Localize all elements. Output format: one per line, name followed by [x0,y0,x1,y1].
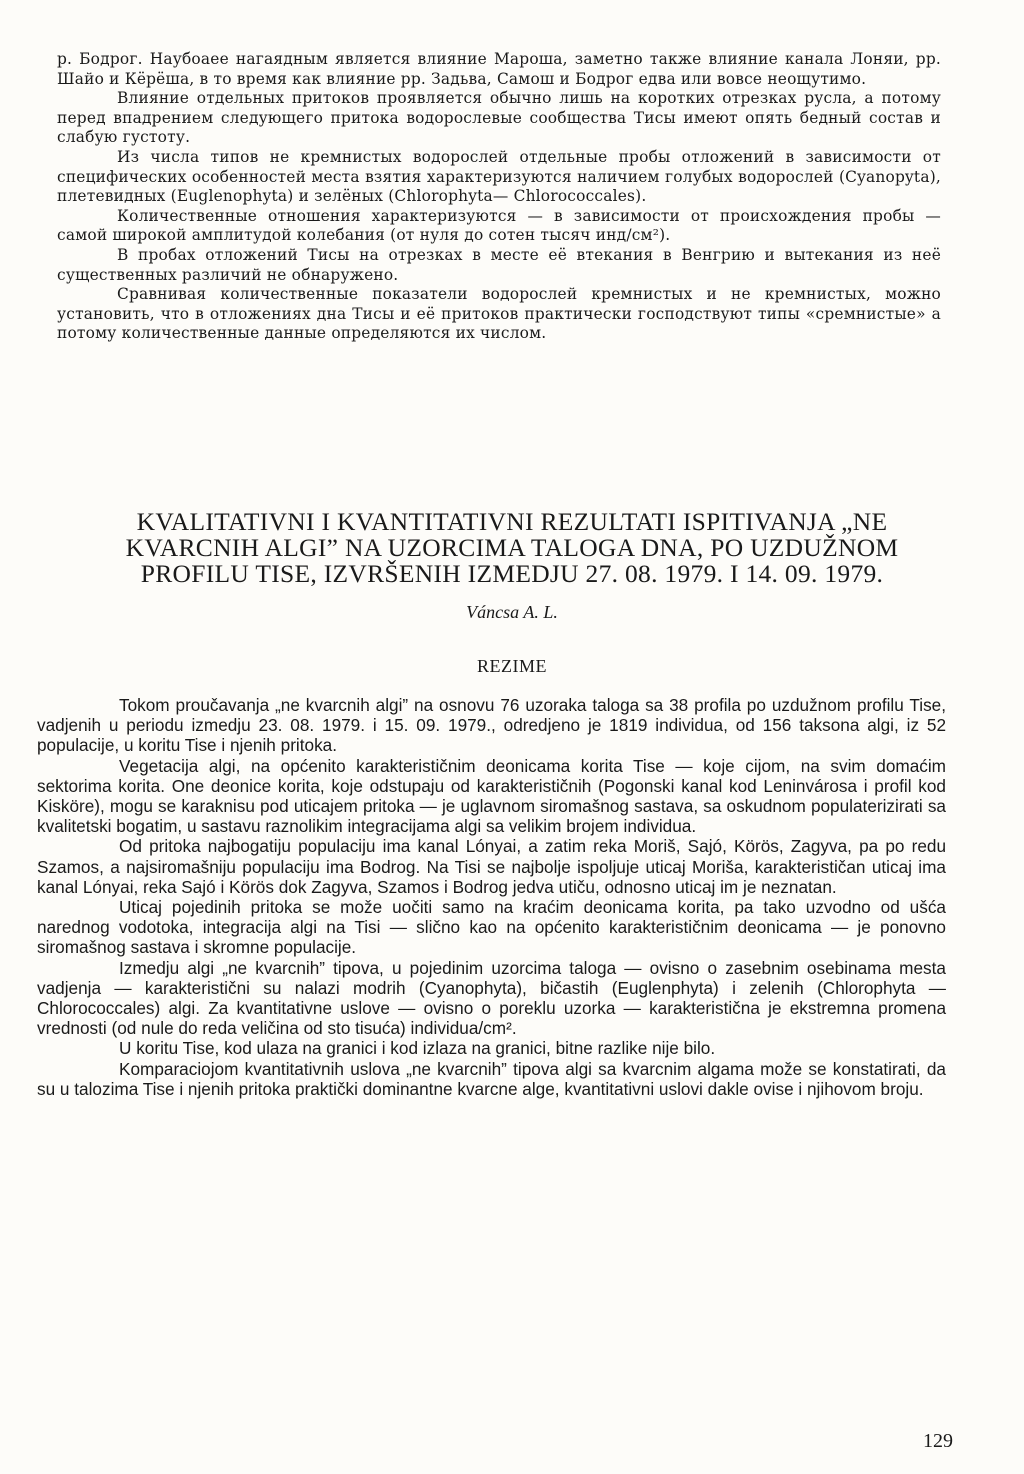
ru-paragraph-4: Количественные отношения характеризуются — в зависимости от происхождения пробы — самой широкой амплитудой колебания (от нуля до сотен тысяч инд/см²). [57,206,941,245]
rezime-paragraph-3: Od pritoka najbogatiju populaciju ima kanal Lónyai, a zatim reka Moriš, Sajó, Körös, Zagyva, pa po redu Szamos, a najsiromašniju populaciju ima Bodrog. Na Tisi se najbolje ispoljuje uticaj Moriša, karakterističan uticaj ima kanal Lónyai, reka Sajó i Körös dok Zagyva, Szamos i Bodrog jedva utiču, odnosno uticaj im je neznatan. [37,836,946,897]
rezime-body [37,695,946,1099]
rezime-paragraph-2: Vegetacija algi, na općenito karakterističnim deonicama korita Tise — koje cijom, na svim domaćim sektorima korita. One deonice korita, koje odstupaju od karakterističnih (Pogonski kanal kod Leninvárosa i profil kod Kisköre), mogu se karaknisu pod uticajem pritoka — je uglavnom siromašnog sastava, sa oskudnom populaterizirati sa kvalitetski bogatim, u sastavu raznolikim integracijama algi sa velikim brojem individua. [37,755,946,837]
title-line-3: PROFILU TISE, IZVRŠENIH IZMEDJU 27. 08. 1979. I 14. 09. 1979. [140,559,884,588]
rezime-paragraph-5: Izmedju algi „ne kvarcnih” tipova, u pojedinim uzorcima taloga — ovisno o zasebnim osebinama mesta vadjenja — karakteristični su nalazi modrih (Cyanophyta), bičastih (Euglenphyta) i zelenih (Chlorophyta — Chlorococcales) algi. Za kvantitativne uslove — ovisno o poreklu uzorka — karakteristična je ekstremna promena vrednosti (od nule do reda veličina od sto tisuća) individua/cm². [37,957,946,1039]
russian-summary-block [57,50,941,344]
rezime-paragraph-4: Uticaj pojedinih pritoka se može uočiti samo na kraćim deonicama korita, pa tako uzvodno od ušća narednog vodotoka, integracija algi na Tisi — slično kao na općenito karakterističnim deonicama — je ponovno siromašnog sastava i skromne populacije. [37,897,946,958]
ru-paragraph-1: р. Бодрог. Наубоаее нагаядным является влияние Мароша, заметно также влияние канала Лоняи, рр. Шайо и Кёрёша, в то время как влияние рр. Задьва, Самош и Бодрог едва или вовсе неощутимо. [57,50,941,88]
article-title [40,509,984,587]
ru-paragraph-6: Сравнивая количественные показатели водорослей кремнистых и не кремнистых, можно установить, что в отложениях дна Тисы и её притоков практически господствуют типы «сремнистые» а потому количественные данные определяются их числом. [57,285,941,343]
rezime-paragraph-1: Tokom proučavanja „ne kvarcnih algi” na osnovu 76 uzoraka taloga sa 38 profila po uzdužnom profilu Tise, vadjenih u periodu izmedju 23. 08. 1979. i 15. 09. 1979., odredjeno je 1819 individua, od 156 taksona algi, iz 52 populacije, u koritu Tise i njenih pritoka. [37,695,946,756]
rezime-heading: REZIME [477,656,547,676]
title-line-2: KVARCNIH ALGI” NA UZORCIMA TALOGA DNA, PO UZDUŽNOM [125,533,899,562]
ru-paragraph-5: В пробах отложений Тисы на отрезках в месте её втекания в Венгрию и вытекания из неё существенных различий не обнаружено. [57,245,941,284]
title-line-1: KVALITATIVNI I KVANTITATIVNI REZULTATI ISPITIVANJA „NE [136,507,888,536]
ru-paragraph-3: Из числа типов не кремнистых водорослей отдельные пробы отложений в зависимости от специфических особенностей места взятия характеризуются наличием голубых водорослей (Cyanopyta), плетевидных (Euglenophyta) и зелёных (Chlorophyta— Chlorococcales). [57,147,941,206]
rezime-paragraph-6: U koritu Tise, kod ulaza na granici i kod izlaza na granici, bitne razlike nije bilo. [119,1038,716,1059]
author-name: Váncsa A. L. [466,602,558,622]
page-number: 129 [923,1430,953,1452]
rezime-paragraph-7: Komparaciojom kvantitativnih uslova „ne kvarcnih” tipova algi sa kvarcnim algama može se konstatirati, da su u talozima Tise i njenih pritoka praktički dominantne kvarcne alge, kvantitativni uslovi dakle ovise i njihovom broju. [37,1058,946,1099]
ru-paragraph-2: Влияние отдельных притоков проявляется обычно лишь на коротких отрезках русла, а потому перед впадрением следующего притока водорослевые сообщества Тисы имеют опять бедный состав и слабую густоту. [57,89,941,147]
